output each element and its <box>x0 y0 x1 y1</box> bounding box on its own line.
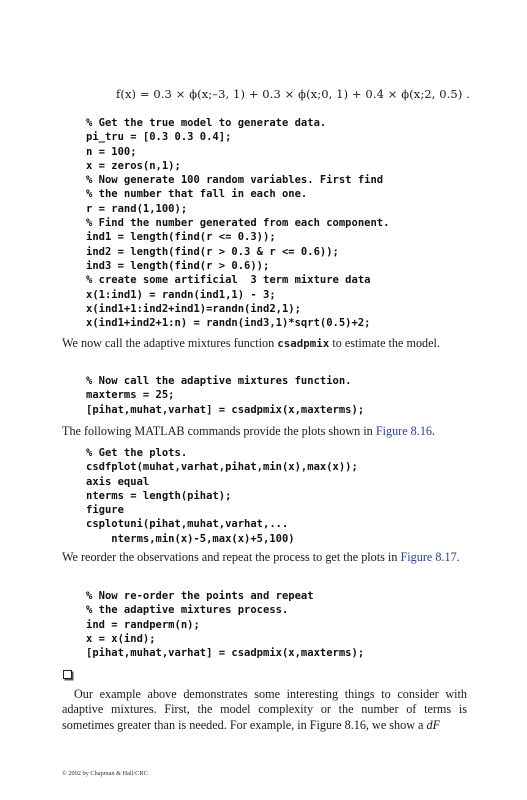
paragraph-text: . <box>456 550 460 564</box>
code-line: ind1 = length(find(r <= 0.3)); <box>86 231 276 244</box>
code-line: % create some artificial 3 term mixture data <box>86 274 371 287</box>
code-line: % Get the plots. <box>86 447 188 459</box>
inline-code: csadpmix <box>277 337 330 350</box>
paragraph-text: The following MATLAB commands provide the plots shown in <box>62 424 376 438</box>
code-line: ind3 = length(find(r > 0.6)); <box>86 259 270 272</box>
code-line: [pihat,muhat,varhat] = csadpmix(x,maxterms); <box>86 647 365 660</box>
code-line: x = x(ind); <box>86 632 156 645</box>
paragraph-plots <box>62 424 467 439</box>
code-line: % Now call the adaptive mixtures function. <box>86 375 352 387</box>
code-line: % the number that fall in each one. <box>86 188 308 201</box>
code-line: pi_tru = [0.3 0.3 0.4]; <box>86 131 232 144</box>
code-line: % Now generate 100 random variables. First find <box>86 174 384 187</box>
copyright-footer: © 2002 by Chapman & Hall/CRC <box>62 770 148 777</box>
code-line: x(1:ind1) = randn(ind1,1) - 3; <box>86 288 276 301</box>
paragraph-text: . <box>432 424 436 438</box>
code-line: % Get the true model to generate data. <box>86 117 327 129</box>
code-line: x(ind1+ind2+1:n) = randn(ind3,1)*sqrt(0.5)+2; <box>86 317 371 330</box>
code-line: % Find the number generated from each component. <box>86 217 390 230</box>
code-line: % Now re-order the points and repeat <box>86 590 314 602</box>
code-line: n = 100; <box>86 145 137 158</box>
italic-term: dF <box>426 717 441 732</box>
code-line: figure <box>86 504 124 517</box>
code-block-call-function <box>86 374 364 417</box>
paragraph-text: Our example above demonstrates some interesting things to consider with adaptive mixtures. First, the model complexity or the number of terms is sometimes greater than is needed. For example, in Figure 8.16, we show a <box>62 687 467 732</box>
code-line: % the adaptive mixtures process. <box>86 604 289 617</box>
code-line: csplotuni(pihat,muhat,varhat,... <box>86 518 289 531</box>
paragraph-call-adaptive-mixtures <box>62 336 467 351</box>
code-line: ind2 = length(find(r > 0.3 & r <= 0.6)); <box>86 245 339 258</box>
figure-8-16-link[interactable]: Figure 8.16 <box>375 424 433 438</box>
paragraph-text: We reorder the observations and repeat the process to get the plots in <box>62 550 401 564</box>
end-of-example-box-icon <box>63 670 72 679</box>
code-line: [pihat,muhat,varhat] = csadpmix(x,maxterms); <box>86 403 365 416</box>
code-line: csdfplot(muhat,varhat,pihat,min(x),max(x)); <box>86 461 358 474</box>
paragraph-discussion <box>62 687 467 733</box>
code-line: maxterms = 25; <box>86 389 175 402</box>
code-block-reorder <box>86 589 364 660</box>
code-line: axis equal <box>86 475 150 488</box>
code-line: x = zeros(n,1); <box>86 159 181 172</box>
code-block-get-plots <box>86 446 358 546</box>
paragraph-text: to estimate the model. <box>329 336 440 350</box>
code-line: ind = randperm(n); <box>86 618 200 631</box>
paragraph-reorder <box>62 550 467 565</box>
code-line: x(ind1+1:ind2+ind1)=randn(ind2,1); <box>86 302 301 315</box>
mixture-equation: f(x) = 0.3 × ϕ(x;–3, 1) + 0.3 × ϕ(x;0, 1) + 0.4 × ϕ(x;2, 0.5) . <box>116 87 470 101</box>
paragraph-text: We now call the adaptive mixtures function <box>62 336 278 350</box>
code-line: nterms = length(pihat); <box>86 489 232 502</box>
code-line: nterms,min(x)-5,max(x)+5,100) <box>86 532 295 545</box>
code-block-generate-data <box>86 116 389 330</box>
figure-8-17-link[interactable]: Figure 8.17 <box>400 550 457 564</box>
code-line: r = rand(1,100); <box>86 202 188 215</box>
